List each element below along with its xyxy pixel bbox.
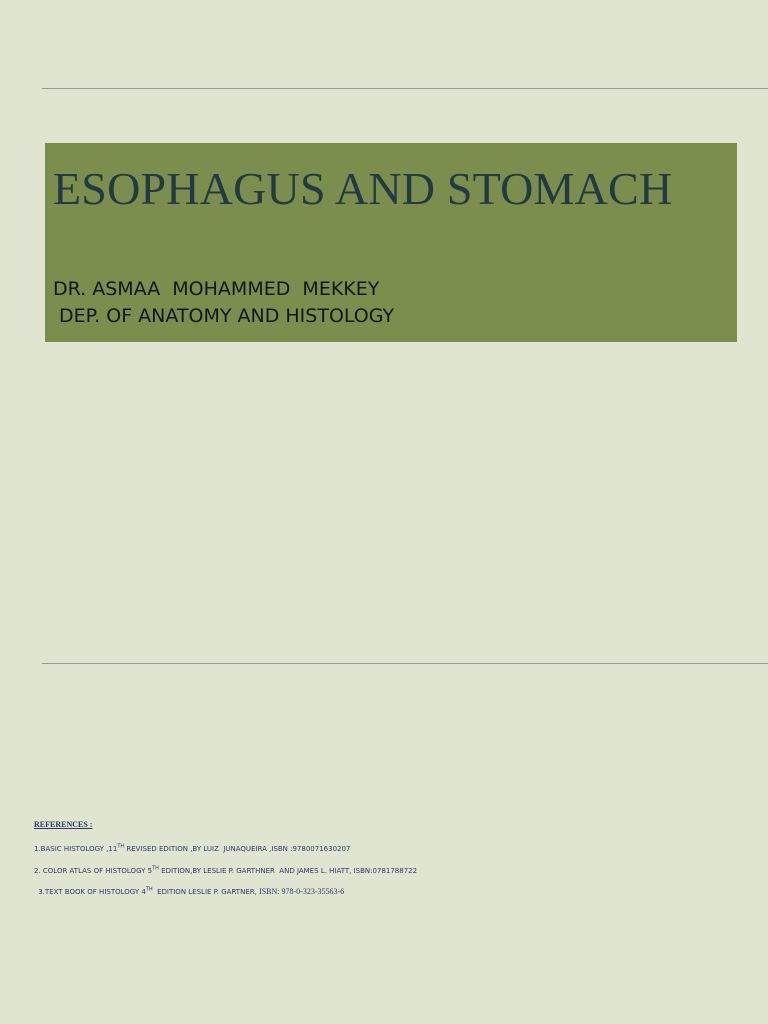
reference-2-superscript: TH [152,865,159,872]
author-name: DR. ASMAA MOHAMMED MEKKEY [53,278,380,300]
reference-2-text: 2. COLOR ATLAS OF HISTOLOGY 5 [34,867,153,875]
reference-3-isbn: ISBN: 978-0-323-35563-6 [259,887,345,896]
reference-item-1 [34,844,350,854]
document-title: ESOPHAGUS AND STOMACH [53,163,673,214]
reference-3-author: LESLIE P. GARTNER, [188,888,260,896]
reference-2-rest: EDITION,BY LESLIE P. GARTHNER AND JAMES L. HIATT, ISBN:0781788722 [158,867,418,875]
reference-1-text: 1.BASIC HISTOLOGY ,11 [34,845,118,853]
reference-3-superscript: TH [145,886,153,893]
reference-1-rest: REVISED EDITION ,BY LUIZ JUNAQUEIRA ,ISBN :9780071630207 [124,845,351,853]
reference-item-2 [34,866,417,876]
title-panel [45,143,737,342]
reference-item-3 [36,887,344,897]
reference-3-rest: EDITION [152,888,189,896]
department-name: DEP. OF ANATOMY AND HISTOLOGY [53,305,395,327]
references-section [34,820,418,896]
top-divider-line [42,88,768,89]
bottom-divider-line [42,663,768,664]
reference-1-superscript: TH [117,843,125,850]
reference-3-text: 3.TEXT BOOK OF HISTOLOGY 4 [36,888,146,896]
references-heading: REFERENCES : [34,820,93,829]
